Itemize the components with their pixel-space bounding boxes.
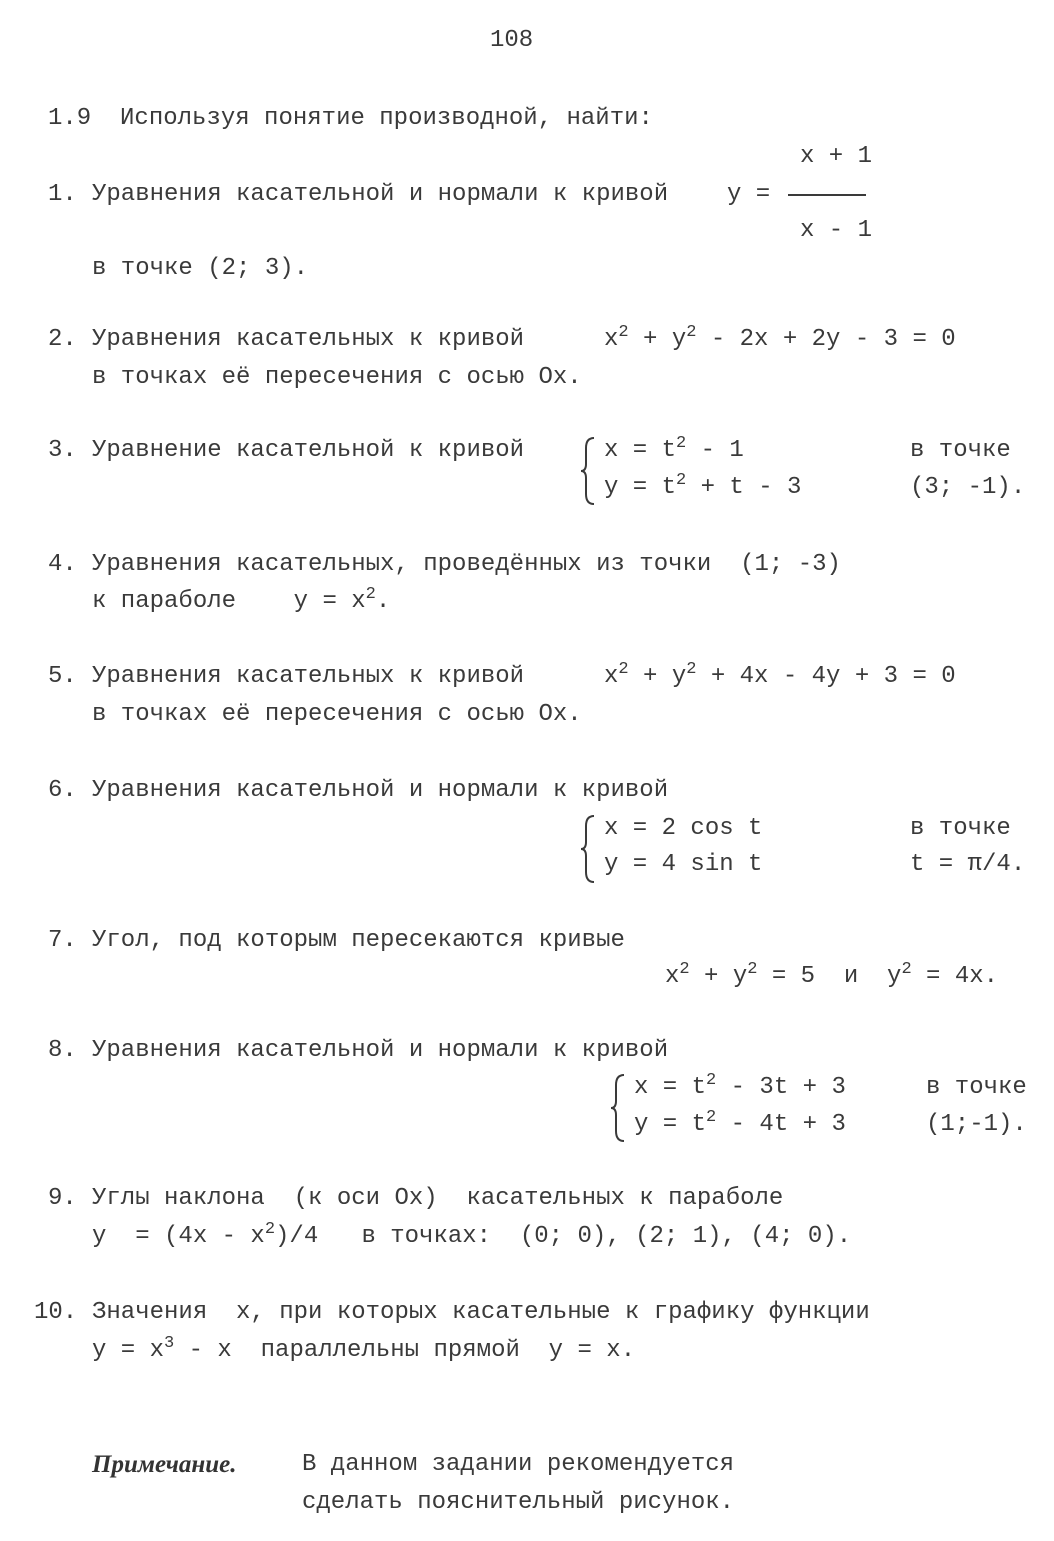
problem-text: Уравнения касательной и нормали к кривой <box>92 1037 669 1064</box>
point-label: в точке <box>910 815 1011 842</box>
equation: $x^2 + y^2 = 5$ и $y^2 = 4x$. <box>665 960 999 990</box>
problem-text-line2: к параболе $y = x^2$. <box>92 585 391 615</box>
problem-number: 1. <box>48 181 77 208</box>
problem-text: Угол, под которым пересекаются кривые <box>92 927 625 954</box>
section-heading <box>48 104 653 134</box>
problem-text-line2: в точках её пересечения с осью Ox. <box>92 701 582 728</box>
problem-text-line2: в точке (2; 3). <box>92 255 309 282</box>
fraction-denominator: x - 1 <box>800 217 873 244</box>
note-line-1: В данном задании рекомендуется <box>302 1451 735 1478</box>
system-row-1: $x = t^2 - 3t + 3$ <box>634 1071 846 1101</box>
problem-text: Уравнения касательных к кривой <box>92 326 525 353</box>
problem-number: 3. <box>48 437 77 464</box>
problem-number: 8. <box>48 1037 77 1064</box>
fraction-bar <box>788 194 866 196</box>
problem-text: Уравнения касательных, проведённых из точки (1; -3) <box>92 551 841 578</box>
system-row-2: y = 4 sin t <box>604 851 763 878</box>
brace-icon <box>580 436 596 506</box>
problem-text: Значения x, при которых касательные к графику функции <box>92 1299 870 1326</box>
point-label: в точке <box>910 437 1011 464</box>
note-line-2: сделать пояснительный рисунок. <box>302 1489 735 1516</box>
problem-number: 7. <box>48 927 77 954</box>
problem-number: 6. <box>48 777 77 804</box>
problem-text-line2: $y = x^3 - x$ параллельны прямой y = x. <box>92 1334 636 1364</box>
brace-icon <box>580 814 596 884</box>
problem-text-line2: в точках её пересечения с осью Ox. <box>92 364 582 391</box>
page-number: 108 <box>490 27 534 54</box>
equation: $x^2 + y^2 - 2x + 2y - 3 = 0$ <box>604 323 956 353</box>
point-label: в точке <box>926 1074 1027 1101</box>
problem-number: 2. <box>48 326 77 353</box>
problem-text: Уравнения касательных к кривой <box>92 663 525 690</box>
section-title: Используя понятие производной, найти: <box>120 105 653 132</box>
system-row-1: x = 2 cos t <box>604 815 763 842</box>
problem-number: 9. <box>48 1185 77 1212</box>
equation: $x^2 + y^2 + 4x - 4y + 3 = 0$ <box>604 660 956 690</box>
problem-text: Уравнение касательной к кривой <box>92 437 525 464</box>
problem-number: 5. <box>48 663 77 690</box>
section-number: 1.9 <box>48 105 92 132</box>
fraction-lhs: y = <box>727 181 771 208</box>
brace-icon <box>610 1073 626 1143</box>
problem-text: Уравнения касательной и нормали к кривой <box>92 181 669 208</box>
point-value: t = π/4. <box>910 851 1026 878</box>
system-row-2: $y = t^2 + t - 3$ <box>604 471 802 501</box>
problem-text-line2: $y = (4x - x^2)/4$ в точках: (0; 0), (2; 1), (4; 0). <box>92 1220 852 1250</box>
system-row-2: $y = t^2 - 4t + 3$ <box>634 1108 846 1138</box>
problem-text: Уравнения касательной и нормали к кривой <box>92 777 669 804</box>
note-label: Примечание. <box>92 1451 237 1478</box>
point-value: (3; -1). <box>910 474 1026 501</box>
system-row-1: $x = t^2 - 1$ <box>604 434 744 464</box>
problem-number: 4. <box>48 551 77 578</box>
point-value: (1;-1). <box>926 1111 1027 1138</box>
problem-text: Углы наклона (к оси Ox) касательных к параболе <box>92 1185 784 1212</box>
fraction-numerator: x + 1 <box>800 143 873 170</box>
problem-number: 10. <box>34 1299 78 1326</box>
